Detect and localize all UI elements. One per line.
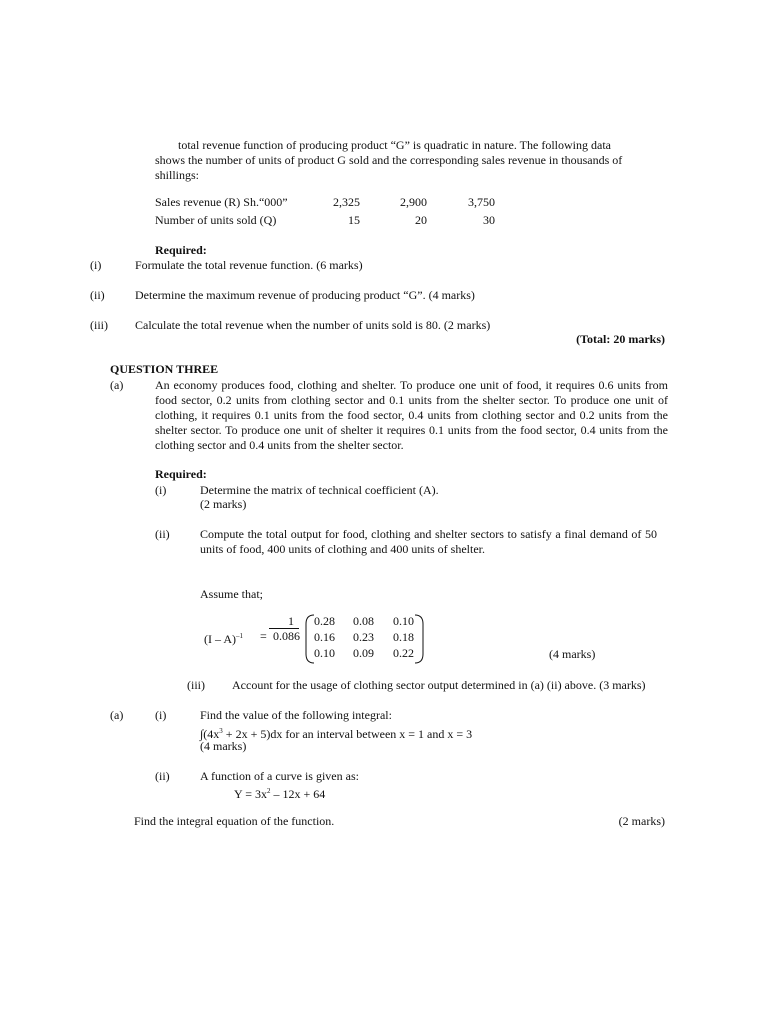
find-integral-text: Find the integral equation of the function. [134,814,335,828]
fraction-numerator: 1 [288,614,294,628]
part-label: (a) [110,708,124,722]
item-text: Formulate the total revenue function. (6 marks) [135,258,363,272]
item-number: (ii) [155,769,170,783]
matrix-cell: 0.23 [353,630,374,644]
item-text: Calculate the total revenue when the number of units sold is 80. (2 marks) [135,318,491,332]
matrix-cell: 0.10 [314,646,335,660]
equals-sign: = [260,629,267,643]
table-cell: 2,900 [400,195,427,209]
item-marks: (4 marks) [200,739,247,753]
intro-line-2: shows the number of units of product G sold and the corresponding sales revenue in thousands of [155,153,623,167]
item-marks: (2 marks) [200,497,247,511]
item-text: Compute the total output for food, clothing and shelter sectors to satisfy a final demand of 50 units of food, 400 units of clothing and 400 units of shelter. [200,527,657,556]
item-text: Determine the matrix of technical coefficient (A). [200,483,439,497]
item-marks: (4 marks) [549,647,596,661]
item-number: (ii) [90,288,105,302]
required-heading: Required: [155,243,207,257]
table-row-label: Number of units sold (Q) [155,213,277,227]
fraction-denominator: 0.086 [273,629,300,643]
matrix-lhs: (I – A)$^{-1}$ [204,632,243,646]
item-marks: (2 marks) [618,814,665,828]
matrix-cell: 0.28 [314,614,335,628]
matrix-cell: 0.16 [314,630,335,644]
table-cell: 3,750 [468,195,495,209]
item-number: (i) [155,483,167,497]
assume-text: Assume that; [200,587,263,601]
integral-expression: $\int(4x^3 + 2x + 5)dx$ for an interval between x = 1 and x = 3 [200,727,473,741]
item-number: (iii) [187,678,205,692]
table-cell: 15 [348,213,360,227]
curve-equation: $Y = 3x^2 - 12x + 64$ [234,787,326,801]
table-cell: 20 [415,213,427,227]
matrix-cell: 0.10 [393,614,414,628]
item-text: Determine the maximum revenue of producing product “G”. (4 marks) [135,288,475,302]
item-text: Account for the usage of clothing sector output determined in (a) (ii) above. (3 marks) [232,678,646,692]
item-number: (i) [155,708,167,722]
item-text: A function of a curve is given as: [200,769,359,783]
item-number: (i) [90,258,102,272]
table-cell: 30 [483,213,495,227]
table-cell: 2,325 [333,195,360,209]
matrix-cell: 0.09 [353,646,374,660]
economy-paragraph: An economy produces food, clothing and shelter. To produce one unit of food, it requires 0.6 units from food sector, 0.2 units from clothing sector and 0.1 units from the shelter sector. To produce one unit of clothing, it requires 0.1 units from the food sector, 0.4 units from clothing sector and 0.2 units from the shelter sector. To produce one unit of shelter it requires 0.1 units from the food sector, 0.4 units from the clothing sector and 0.4 units from the shelter sector. [155,378,668,452]
table-row-label: Sales revenue (R) Sh.“000” [155,195,288,209]
intro-line-3: shillings: [155,168,200,182]
part-label: (a) [110,378,124,392]
required-heading: Required: [155,467,207,481]
item-number: (ii) [155,527,170,541]
total-marks: (Total: 20 marks) [576,332,665,346]
matrix-cell: 0.18 [393,630,414,644]
question-three-title: QUESTION THREE [110,362,219,376]
matrix-cell: 0.08 [353,614,374,628]
intro-line-1: total revenue function of producing product “G” is quadratic in nature. The following data [178,138,611,152]
matrix-cell: 0.22 [393,646,414,660]
right-parenthesis-icon [414,614,424,664]
item-text: Find the value of the following integral: [200,708,392,722]
item-number: (iii) [90,318,108,332]
